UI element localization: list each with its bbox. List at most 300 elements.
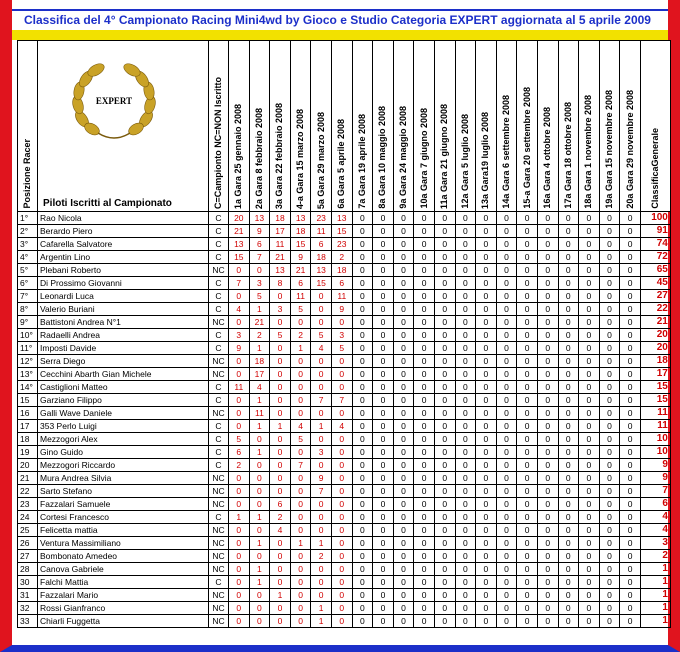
race-points-cell: 0 (579, 524, 600, 537)
total-points-cell: 45 (640, 277, 670, 290)
race-points-cell: 0 (496, 602, 517, 615)
race-points-cell: 0 (579, 238, 600, 251)
race-points-cell: 0 (229, 615, 250, 628)
race-points-cell: 4 (249, 381, 270, 394)
race-points-cell: 0 (558, 407, 579, 420)
race-points-cell: 0 (579, 277, 600, 290)
race-points-cell: 0 (352, 316, 373, 329)
position-cell: 28 (18, 563, 38, 576)
position-cell: 3° (18, 238, 38, 251)
race-points-cell: 0 (537, 589, 558, 602)
race-points-cell: 0 (599, 316, 620, 329)
pilot-name-cell: Rao Nicola (38, 212, 209, 225)
race-points-cell: 0 (393, 212, 414, 225)
race-points-cell: 0 (352, 355, 373, 368)
race-points-cell: 0 (579, 368, 600, 381)
pilot-name-cell: Battistoni Andrea N°1 (38, 316, 209, 329)
race-points-cell: 0 (537, 615, 558, 628)
race-points-cell: 0 (373, 212, 394, 225)
race-points-cell: 0 (579, 407, 600, 420)
race-points-cell: 0 (414, 602, 435, 615)
race-points-cell: 0 (373, 264, 394, 277)
race-points-cell: 0 (476, 355, 497, 368)
total-points-cell: 10 (640, 446, 670, 459)
race-points-cell: 0 (414, 277, 435, 290)
race-points-cell: 0 (496, 472, 517, 485)
race-points-cell: 0 (496, 303, 517, 316)
race-points-cell: 0 (476, 381, 497, 394)
race-points-cell: 0 (496, 238, 517, 251)
race-points-cell: 3 (311, 446, 332, 459)
pilot-name-cell: Leonardi Luca (38, 290, 209, 303)
race-points-cell: 0 (311, 576, 332, 589)
race-points-cell: 0 (414, 563, 435, 576)
race-points-cell: 3 (270, 303, 291, 316)
race-points-cell: 6 (290, 277, 311, 290)
table-row (18, 407, 671, 420)
race-points-cell: 0 (455, 459, 476, 472)
race-points-cell: 0 (579, 459, 600, 472)
race-points-cell: 0 (331, 368, 352, 381)
race-points-cell: 0 (558, 459, 579, 472)
race-header-11: 11a Gara 21 giugno 2008 (434, 41, 455, 212)
race-points-cell: 0 (434, 381, 455, 394)
race-points-cell: 0 (496, 251, 517, 264)
race-points-cell: 0 (476, 394, 497, 407)
race-points-cell: 0 (476, 368, 497, 381)
race-points-cell: 0 (517, 576, 538, 589)
race-points-cell: 0 (290, 355, 311, 368)
total-points-cell: 1 (640, 589, 670, 602)
position-cell: 8° (18, 303, 38, 316)
race-points-cell: 11 (270, 238, 291, 251)
race-points-cell: 0 (537, 251, 558, 264)
race-points-cell: 0 (599, 446, 620, 459)
race-points-cell: 18 (249, 355, 270, 368)
race-points-cell: 0 (311, 368, 332, 381)
pilot-name-cell: Canova Gabriele (38, 563, 209, 576)
pilot-name-cell: Bombonato Amedeo (38, 550, 209, 563)
race-points-cell: 0 (620, 602, 641, 615)
race-points-cell: 0 (331, 602, 352, 615)
race-points-cell: 0 (434, 615, 455, 628)
race-points-cell: 20 (229, 212, 250, 225)
race-points-cell: 0 (311, 498, 332, 511)
race-points-cell: 0 (476, 316, 497, 329)
race-points-cell: 0 (414, 303, 435, 316)
race-points-cell: 0 (331, 537, 352, 550)
race-points-cell: 0 (249, 498, 270, 511)
race-points-cell: 13 (229, 238, 250, 251)
race-points-cell: 0 (620, 290, 641, 303)
race-points-cell: 0 (290, 368, 311, 381)
race-points-cell: 0 (599, 394, 620, 407)
race-points-cell: 1 (311, 420, 332, 433)
race-points-cell: 0 (434, 420, 455, 433)
category-cell: C (209, 394, 229, 407)
table-row (18, 576, 671, 589)
race-points-cell: 0 (331, 498, 352, 511)
race-points-cell: 1 (311, 537, 332, 550)
race-points-cell: 0 (455, 485, 476, 498)
total-points-cell: 3 (640, 537, 670, 550)
race-points-cell: 0 (270, 446, 291, 459)
table-row (18, 251, 671, 264)
race-points-cell: 0 (434, 459, 455, 472)
race-points-cell: 0 (414, 485, 435, 498)
race-points-cell: 0 (599, 511, 620, 524)
race-points-cell: 0 (414, 524, 435, 537)
race-points-cell: 0 (311, 563, 332, 576)
race-points-cell: 0 (434, 550, 455, 563)
race-points-cell: 0 (331, 576, 352, 589)
race-points-cell: 4 (290, 420, 311, 433)
race-points-cell: 0 (496, 277, 517, 290)
race-points-cell: 0 (537, 303, 558, 316)
race-points-cell: 5 (290, 433, 311, 446)
total-points-cell: 20 (640, 342, 670, 355)
race-points-cell: 0 (579, 420, 600, 433)
race-points-cell: 0 (290, 615, 311, 628)
race-points-cell: 0 (393, 225, 414, 238)
race-points-cell: 0 (249, 615, 270, 628)
race-points-cell: 0 (558, 420, 579, 433)
race-points-cell: 9 (331, 303, 352, 316)
race-points-cell: 0 (373, 485, 394, 498)
race-points-cell: 0 (331, 485, 352, 498)
position-cell: 2° (18, 225, 38, 238)
race-points-cell: 5 (331, 342, 352, 355)
position-cell: 18 (18, 433, 38, 446)
race-points-cell: 0 (373, 524, 394, 537)
race-points-cell: 0 (434, 498, 455, 511)
race-points-cell: 0 (517, 264, 538, 277)
race-points-cell: 0 (229, 407, 250, 420)
race-points-cell: 3 (331, 329, 352, 342)
race-points-cell: 0 (270, 290, 291, 303)
race-points-cell: 11 (249, 407, 270, 420)
race-points-cell: 0 (393, 537, 414, 550)
total-points-cell: 10 (640, 433, 670, 446)
race-points-cell: 0 (476, 433, 497, 446)
race-points-cell: 0 (599, 277, 620, 290)
race-points-cell: 0 (373, 368, 394, 381)
pilot-name-cell: Fazzalari Samuele (38, 498, 209, 511)
race-header-9: 9a Gara 24 maggio 2008 (393, 41, 414, 212)
total-points-cell: 1 (640, 576, 670, 589)
race-points-cell: 0 (229, 368, 250, 381)
race-points-cell: 0 (620, 420, 641, 433)
race-points-cell: 0 (373, 537, 394, 550)
race-points-cell: 1 (229, 511, 250, 524)
pilot-name-cell: Cecchini Abarth Gian Michele (38, 368, 209, 381)
race-points-cell: 7 (249, 251, 270, 264)
position-cell: 30 (18, 576, 38, 589)
race-points-cell: 0 (352, 550, 373, 563)
race-points-cell: 0 (290, 381, 311, 394)
race-points-cell: 0 (599, 576, 620, 589)
race-points-cell: 0 (434, 407, 455, 420)
race-points-cell: 2 (331, 251, 352, 264)
race-points-cell: 0 (331, 511, 352, 524)
race-points-cell: 0 (352, 589, 373, 602)
table-row (18, 446, 671, 459)
race-points-cell: 13 (290, 212, 311, 225)
race-points-cell: 13 (249, 212, 270, 225)
race-points-cell: 0 (373, 602, 394, 615)
race-points-cell: 0 (434, 446, 455, 459)
race-points-cell: 0 (537, 420, 558, 433)
race-points-cell: 0 (455, 537, 476, 550)
table-row (18, 355, 671, 368)
table-row (18, 420, 671, 433)
race-points-cell: 0 (496, 485, 517, 498)
race-points-cell: 0 (393, 290, 414, 303)
race-points-cell: 0 (455, 264, 476, 277)
race-points-cell: 0 (579, 212, 600, 225)
pilot-name-cell: Garziano Filippo (38, 394, 209, 407)
race-points-cell: 0 (537, 498, 558, 511)
race-points-cell: 0 (558, 277, 579, 290)
category-cell: C (209, 303, 229, 316)
total-points-cell: 100 (640, 212, 670, 225)
race-points-cell: 0 (352, 251, 373, 264)
race-points-cell: 0 (517, 511, 538, 524)
race-points-cell: 0 (414, 316, 435, 329)
category-cell: C (209, 433, 229, 446)
race-points-cell: 0 (290, 407, 311, 420)
race-points-cell: 0 (290, 563, 311, 576)
race-points-cell: 1 (249, 342, 270, 355)
race-points-cell: 0 (558, 355, 579, 368)
race-points-cell: 0 (455, 602, 476, 615)
race-points-cell: 0 (455, 550, 476, 563)
race-points-cell: 0 (229, 602, 250, 615)
race-points-cell: 0 (620, 329, 641, 342)
race-points-cell: 8 (270, 277, 291, 290)
race-points-cell: 1 (311, 602, 332, 615)
race-points-cell: 0 (373, 511, 394, 524)
race-points-cell: 0 (455, 524, 476, 537)
race-points-cell: 0 (579, 615, 600, 628)
race-points-cell: 0 (579, 602, 600, 615)
position-cell: 4° (18, 251, 38, 264)
race-points-cell: 0 (311, 459, 332, 472)
race-points-cell: 0 (599, 433, 620, 446)
race-points-cell: 0 (455, 615, 476, 628)
total-points-cell: 4 (640, 511, 670, 524)
race-points-cell: 0 (579, 316, 600, 329)
race-points-cell: 0 (517, 550, 538, 563)
race-points-cell: 1 (270, 589, 291, 602)
race-points-cell: 0 (599, 342, 620, 355)
svg-text:EXPERT: EXPERT (95, 96, 133, 106)
race-points-cell: 0 (496, 550, 517, 563)
position-cell: 21 (18, 472, 38, 485)
race-points-cell: 0 (270, 472, 291, 485)
total-points-cell: 11 (640, 420, 670, 433)
race-points-cell: 21 (229, 225, 250, 238)
race-points-cell: 0 (599, 251, 620, 264)
race-points-cell: 0 (414, 446, 435, 459)
race-points-cell: 0 (434, 511, 455, 524)
race-points-cell: 0 (579, 394, 600, 407)
race-points-cell: 0 (579, 576, 600, 589)
race-points-cell: 0 (476, 563, 497, 576)
race-points-cell: 0 (599, 485, 620, 498)
category-cell: NC (209, 537, 229, 550)
total-header: ClassificaGenerale (640, 41, 670, 212)
race-points-cell: 0 (373, 615, 394, 628)
race-points-cell: 0 (517, 381, 538, 394)
race-points-cell: 0 (579, 264, 600, 277)
race-points-cell: 0 (270, 407, 291, 420)
race-points-cell: 0 (455, 446, 476, 459)
total-points-cell: 18 (640, 355, 670, 368)
race-points-cell: 0 (620, 381, 641, 394)
race-points-cell: 0 (311, 303, 332, 316)
table-row (18, 524, 671, 537)
race-points-cell: 0 (579, 498, 600, 511)
race-points-cell: 3 (229, 329, 250, 342)
race-points-cell: 5 (290, 303, 311, 316)
race-points-cell: 0 (496, 433, 517, 446)
race-points-cell: 0 (393, 459, 414, 472)
race-points-cell: 0 (496, 524, 517, 537)
race-points-cell: 0 (290, 524, 311, 537)
race-points-cell: 0 (579, 303, 600, 316)
race-points-cell: 6 (229, 446, 250, 459)
race-points-cell: 0 (537, 381, 558, 394)
race-points-cell: 0 (331, 381, 352, 394)
race-points-cell: 0 (373, 290, 394, 303)
race-points-cell: 6 (249, 238, 270, 251)
total-points-cell: 74 (640, 238, 670, 251)
race-points-cell: 0 (414, 368, 435, 381)
race-points-cell: 0 (290, 485, 311, 498)
standings-table-wrap (17, 40, 671, 628)
position-cell: 7° (18, 290, 38, 303)
race-points-cell: 0 (414, 498, 435, 511)
race-points-cell: 0 (476, 537, 497, 550)
race-points-cell: 0 (579, 550, 600, 563)
category-cell: C (209, 381, 229, 394)
race-points-cell: 0 (558, 576, 579, 589)
race-points-cell: 0 (537, 329, 558, 342)
race-points-cell: 0 (558, 602, 579, 615)
race-points-cell: 0 (352, 264, 373, 277)
race-points-cell: 0 (249, 524, 270, 537)
table-row (18, 472, 671, 485)
race-points-cell: 0 (290, 550, 311, 563)
table-row (18, 589, 671, 602)
race-points-cell: 0 (393, 602, 414, 615)
race-points-cell: 0 (620, 303, 641, 316)
race-points-cell: 0 (455, 342, 476, 355)
total-points-cell: 9 (640, 459, 670, 472)
race-points-cell: 0 (229, 394, 250, 407)
race-points-cell: 0 (558, 472, 579, 485)
table-row (18, 316, 671, 329)
category-cell: C (209, 251, 229, 264)
race-points-cell: 0 (414, 433, 435, 446)
race-points-cell: 13 (331, 212, 352, 225)
table-row (18, 290, 671, 303)
race-points-cell: 0 (476, 524, 497, 537)
race-points-cell: 5 (311, 329, 332, 342)
race-points-cell: 0 (434, 485, 455, 498)
race-points-cell: 0 (620, 238, 641, 251)
race-points-cell: 0 (558, 316, 579, 329)
race-points-cell: 0 (558, 511, 579, 524)
race-points-cell: 0 (311, 524, 332, 537)
race-points-cell: 0 (455, 472, 476, 485)
race-points-cell: 2 (311, 550, 332, 563)
pilot-name-cell: Felicetta mattia (38, 524, 209, 537)
race-points-cell: 0 (249, 550, 270, 563)
race-points-cell: 0 (599, 563, 620, 576)
race-points-cell: 0 (270, 316, 291, 329)
position-cell: 5° (18, 264, 38, 277)
race-points-cell: 0 (373, 420, 394, 433)
race-points-cell: 0 (620, 355, 641, 368)
race-points-cell: 0 (229, 563, 250, 576)
race-points-cell: 0 (476, 550, 497, 563)
race-points-cell: 0 (270, 537, 291, 550)
race-points-cell: 0 (414, 511, 435, 524)
pilot-name-cell: Ventura Massimiliano (38, 537, 209, 550)
race-points-cell: 0 (496, 355, 517, 368)
race-points-cell: 0 (229, 576, 250, 589)
race-points-cell: 6 (270, 498, 291, 511)
race-points-cell: 0 (537, 459, 558, 472)
race-points-cell: 0 (290, 394, 311, 407)
race-points-cell: 0 (229, 485, 250, 498)
race-points-cell: 0 (579, 381, 600, 394)
race-points-cell: 0 (229, 355, 250, 368)
race-points-cell: 0 (393, 511, 414, 524)
race-points-cell: 0 (311, 433, 332, 446)
race-points-cell: 0 (352, 433, 373, 446)
race-points-cell: 0 (558, 290, 579, 303)
race-points-cell: 0 (373, 342, 394, 355)
position-cell: 6° (18, 277, 38, 290)
pilot-name-cell: Rossi Gianfranco (38, 602, 209, 615)
race-points-cell: 0 (579, 446, 600, 459)
race-points-cell: 0 (496, 264, 517, 277)
race-points-cell: 0 (579, 511, 600, 524)
race-points-cell: 0 (476, 264, 497, 277)
race-points-cell: 0 (455, 277, 476, 290)
race-points-cell: 0 (496, 329, 517, 342)
position-cell: 32 (18, 602, 38, 615)
total-points-cell: 21 (640, 316, 670, 329)
race-header-19: 19a Gara 15 novembre 2008 (599, 41, 620, 212)
position-cell: 10° (18, 329, 38, 342)
race-points-cell: 0 (393, 589, 414, 602)
race-points-cell: 0 (579, 563, 600, 576)
race-points-cell: 0 (434, 264, 455, 277)
race-points-cell: 0 (579, 329, 600, 342)
pilot-name-cell: Mezzogori Alex (38, 433, 209, 446)
race-points-cell: 0 (352, 537, 373, 550)
race-points-cell: 0 (434, 238, 455, 251)
expert-laurel-logo (68, 61, 160, 143)
race-points-cell: 0 (434, 537, 455, 550)
race-points-cell: 0 (599, 264, 620, 277)
category-cell: C (209, 238, 229, 251)
race-points-cell: 0 (229, 472, 250, 485)
